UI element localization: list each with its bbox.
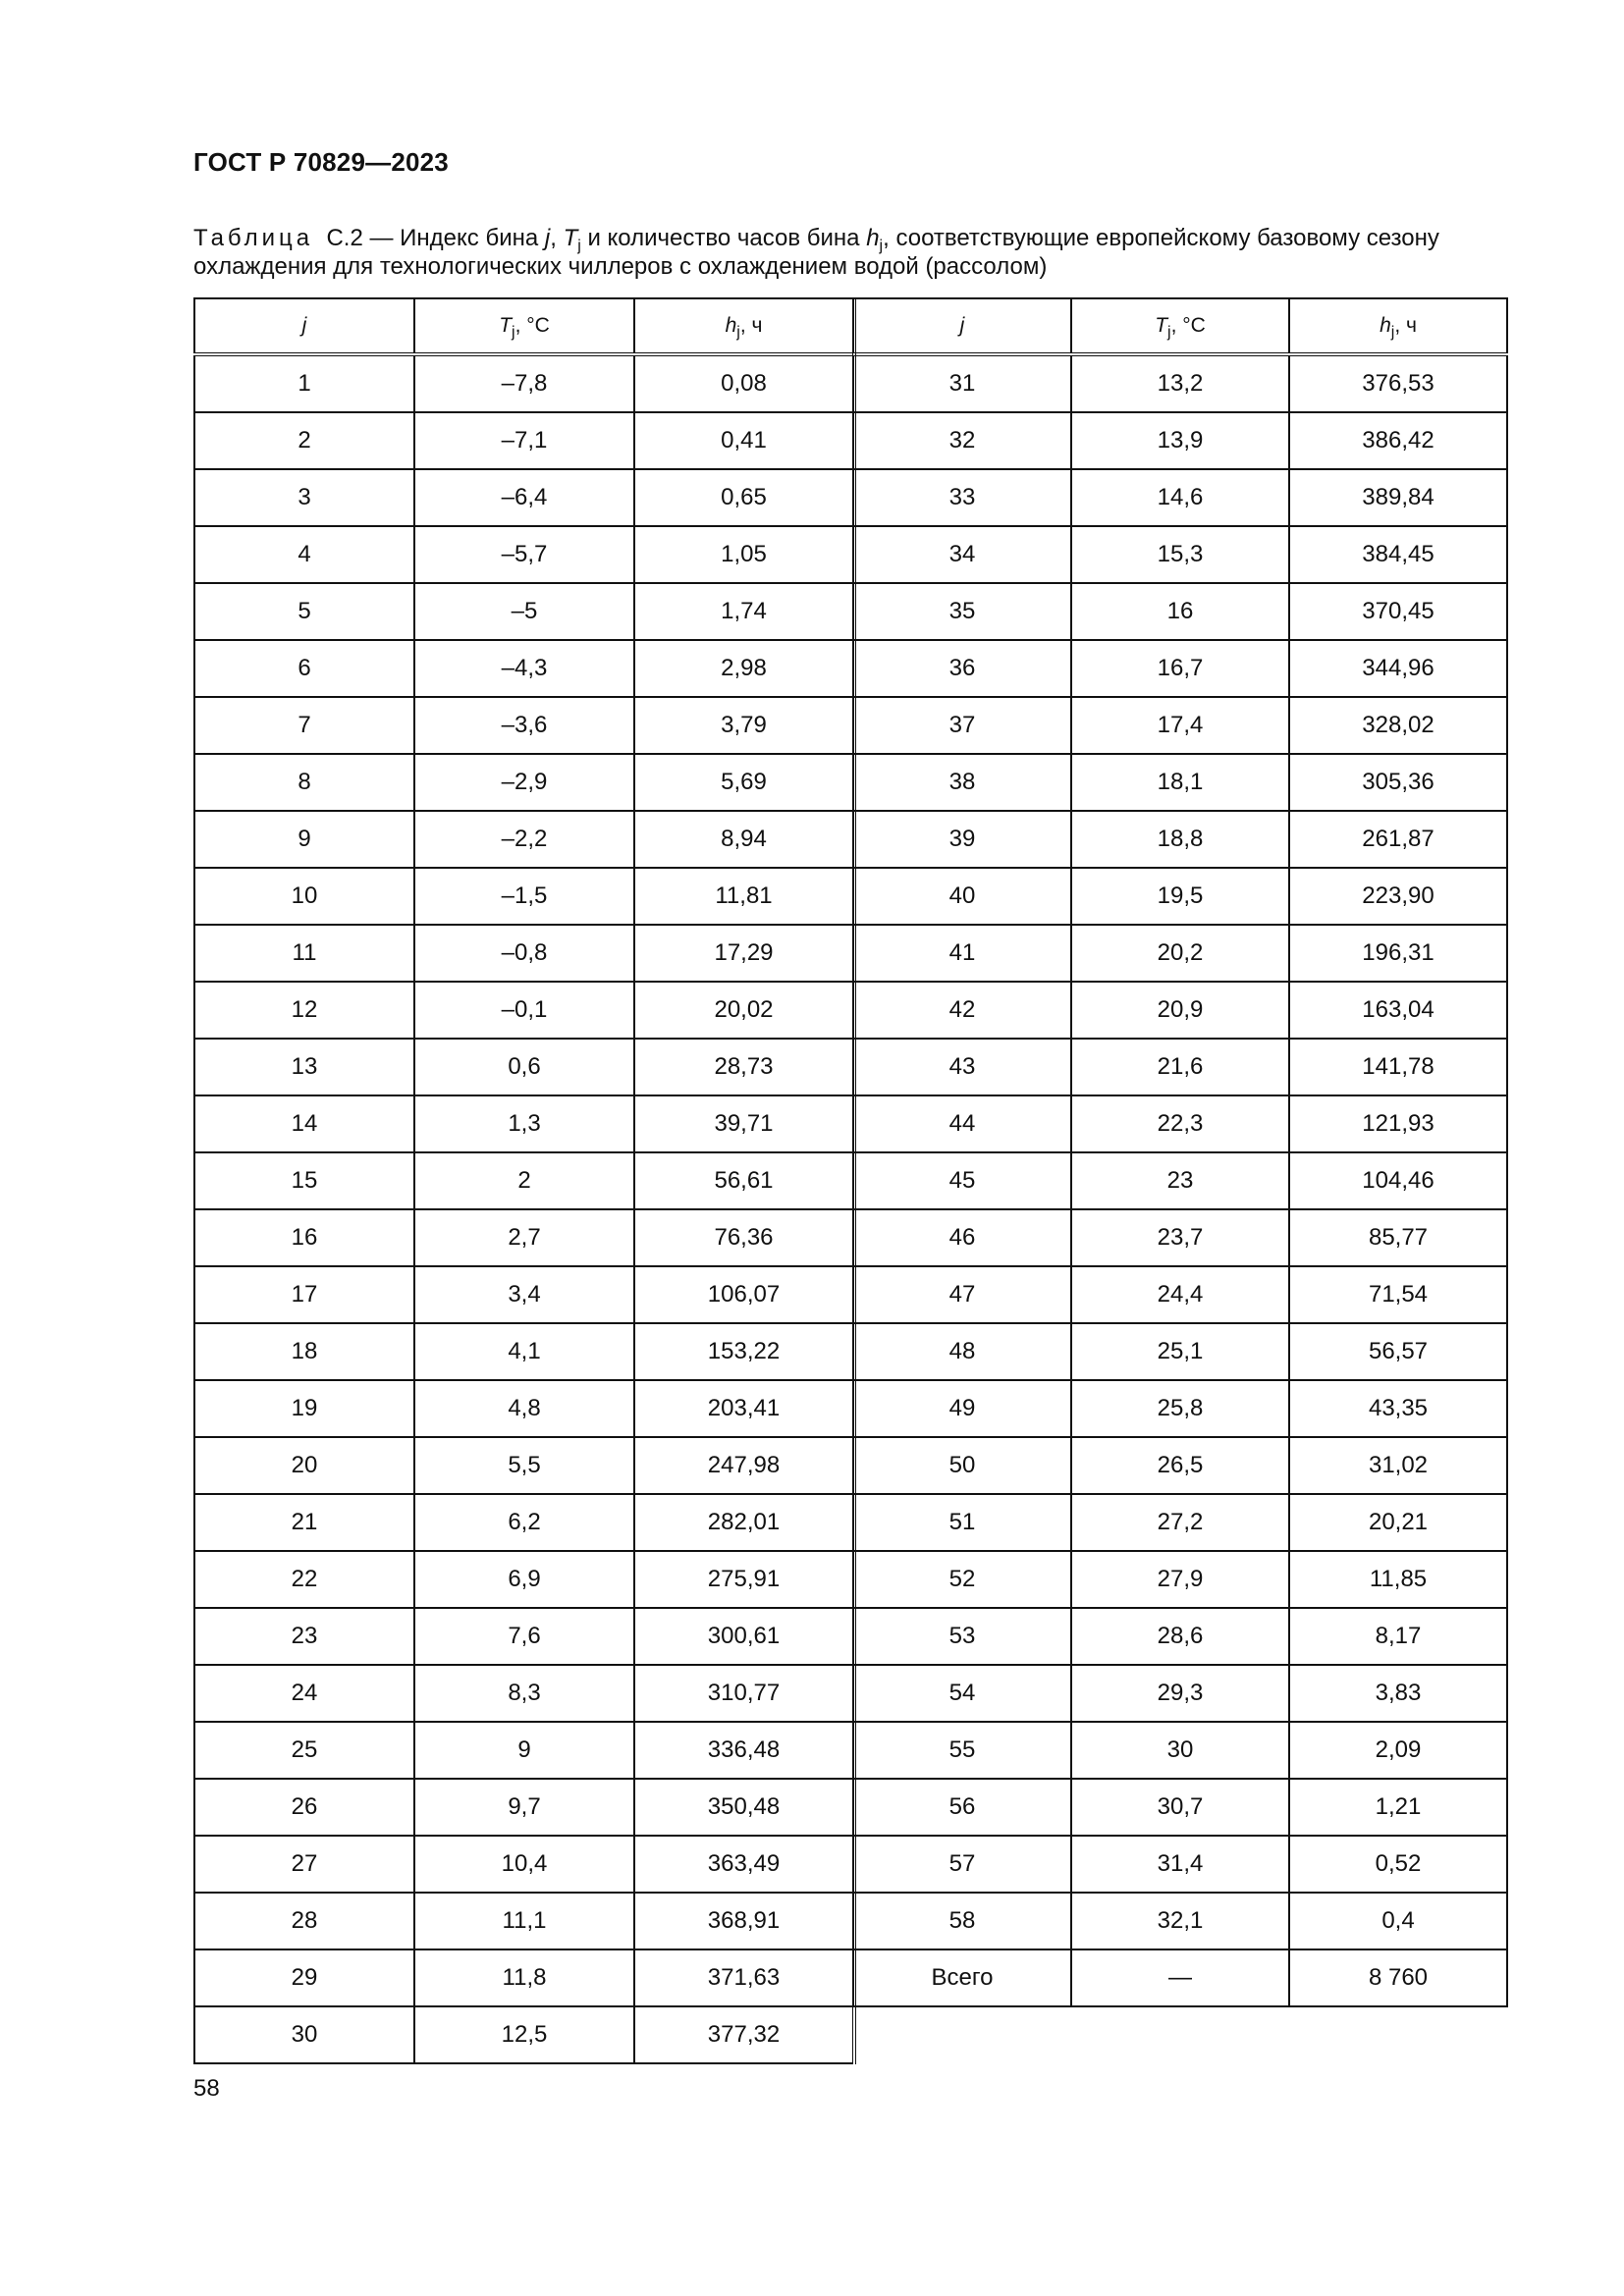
table-row	[194, 982, 854, 1039]
cell-temperature: 4,8	[414, 1380, 634, 1437]
table-row	[194, 583, 854, 640]
cell-temperature: 18,8	[1071, 811, 1289, 868]
table-row	[194, 1836, 854, 1893]
table-row	[853, 412, 1507, 469]
table-row	[194, 697, 854, 754]
cell-hours: 141,78	[1289, 1039, 1507, 1095]
header-t-sub: j	[512, 324, 515, 341]
cell-temperature: 11,8	[414, 1949, 634, 2006]
cell-hours: 153,22	[634, 1323, 854, 1380]
cell-bin-index: 19	[194, 1380, 414, 1437]
cell-temperature: 19,5	[1071, 868, 1289, 925]
cell-hours: 389,84	[1289, 469, 1507, 526]
cell-bin-index: 3	[194, 469, 414, 526]
cell-temperature: 13,2	[1071, 354, 1289, 412]
cell-hours: 196,31	[1289, 925, 1507, 982]
cell-hours: 11,81	[634, 868, 854, 925]
table-row	[853, 354, 1507, 412]
cell-hours: 106,07	[634, 1266, 854, 1323]
header-t-var: T	[499, 314, 513, 337]
cell-hours: 8,94	[634, 811, 854, 868]
cell-bin-index: 37	[853, 697, 1071, 754]
caption-sub-h: j	[879, 238, 884, 254]
cell-temperature: 1,3	[414, 1095, 634, 1152]
table-row	[853, 640, 1507, 697]
cell-temperature: 16	[1071, 583, 1289, 640]
cell-hours: 1,05	[634, 526, 854, 583]
cell-bin-index: 11	[194, 925, 414, 982]
cell-temperature: 5,5	[414, 1437, 634, 1494]
cell-bin-index: 43	[853, 1039, 1071, 1095]
header-h-var: h	[725, 314, 737, 337]
cell-bin-index: 54	[853, 1665, 1071, 1722]
cell-hours: 350,48	[634, 1779, 854, 1836]
table-row	[853, 925, 1507, 982]
table-row	[194, 925, 854, 982]
table-row	[853, 1949, 1507, 2006]
cell-bin-index: 18	[194, 1323, 414, 1380]
cell-hours: 0,4	[1289, 1893, 1507, 1949]
table-row	[194, 1152, 854, 1209]
cell-bin-index: 47	[853, 1266, 1071, 1323]
cell-bin-index: 32	[853, 412, 1071, 469]
table-row	[853, 754, 1507, 811]
cell-hours: 71,54	[1289, 1266, 1507, 1323]
cell-hours: 43,35	[1289, 1380, 1507, 1437]
table-row	[853, 1323, 1507, 1380]
cell-temperature: –4,3	[414, 640, 634, 697]
cell-bin-index: 29	[194, 1949, 414, 2006]
header-temperature	[1071, 298, 1289, 354]
table-row	[853, 982, 1507, 1039]
cell-temperature: 30,7	[1071, 1779, 1289, 1836]
cell-bin-index: 28	[194, 1893, 414, 1949]
cell-temperature: —	[1071, 1949, 1289, 2006]
cell-hours: 0,65	[634, 469, 854, 526]
cell-bin-index: 14	[194, 1095, 414, 1152]
cell-hours: 2,98	[634, 640, 854, 697]
cell-bin-index: 39	[853, 811, 1071, 868]
cell-hours: 223,90	[1289, 868, 1507, 925]
cell-temperature: –7,8	[414, 354, 634, 412]
cell-temperature: 16,7	[1071, 640, 1289, 697]
table-row	[853, 526, 1507, 583]
cell-hours: 56,61	[634, 1152, 854, 1209]
cell-temperature: 32,1	[1071, 1893, 1289, 1949]
cell-hours: 28,73	[634, 1039, 854, 1095]
cell-temperature: –3,6	[414, 697, 634, 754]
cell-temperature: 27,9	[1071, 1551, 1289, 1608]
caption-label: Таблица	[193, 225, 314, 251]
cell-temperature: 26,5	[1071, 1437, 1289, 1494]
cell-bin-index: 53	[853, 1608, 1071, 1665]
cell-hours: 20,21	[1289, 1494, 1507, 1551]
cell-temperature: 23,7	[1071, 1209, 1289, 1266]
table-row	[194, 1266, 854, 1323]
cell-temperature: 9,7	[414, 1779, 634, 1836]
cell-temperature: 25,1	[1071, 1323, 1289, 1380]
header-j-text: j	[959, 314, 965, 337]
cell-hours: 3,83	[1289, 1665, 1507, 1722]
table-row	[853, 1893, 1507, 1949]
cell-hours: 0,08	[634, 354, 854, 412]
header-h-sub: j	[1390, 324, 1395, 341]
cell-temperature: 29,3	[1071, 1665, 1289, 1722]
table-row	[194, 640, 854, 697]
bin-table-right	[852, 297, 1508, 2007]
cell-bin-index: 44	[853, 1095, 1071, 1152]
table-row	[194, 354, 854, 412]
header-j	[194, 298, 414, 354]
cell-bin-index: 15	[194, 1152, 414, 1209]
page-number: 58	[193, 2075, 220, 2102]
table-row	[194, 1665, 854, 1722]
cell-temperature: 18,1	[1071, 754, 1289, 811]
cell-hours: 163,04	[1289, 982, 1507, 1039]
caption-var-j: j	[544, 225, 551, 251]
cell-bin-index: 45	[853, 1152, 1071, 1209]
cell-hours: 0,41	[634, 412, 854, 469]
cell-temperature: –5	[414, 583, 634, 640]
cell-bin-index: 35	[853, 583, 1071, 640]
table-row	[194, 469, 854, 526]
cell-temperature: 6,2	[414, 1494, 634, 1551]
cell-bin-index: 6	[194, 640, 414, 697]
header-t-unit: , °С	[514, 314, 550, 337]
cell-temperature: –0,8	[414, 925, 634, 982]
table-row	[853, 1039, 1507, 1095]
cell-hours: 370,45	[1289, 583, 1507, 640]
cell-hours: 310,77	[634, 1665, 854, 1722]
cell-bin-index: 27	[194, 1836, 414, 1893]
cell-temperature: 28,6	[1071, 1608, 1289, 1665]
table-body-right	[853, 354, 1507, 2006]
table-row	[194, 811, 854, 868]
cell-bin-index: 16	[194, 1209, 414, 1266]
caption-var-h: h	[866, 225, 880, 251]
table-row	[194, 754, 854, 811]
cell-bin-index: 56	[853, 1779, 1071, 1836]
cell-bin-index: 20	[194, 1437, 414, 1494]
cell-bin-index: 42	[853, 982, 1071, 1039]
table-row	[194, 1494, 854, 1551]
table-row	[853, 1551, 1507, 1608]
caption-number: С.2	[326, 225, 363, 251]
cell-temperature: 24,4	[1071, 1266, 1289, 1323]
cell-temperature: 6,9	[414, 1551, 634, 1608]
cell-hours: 3,79	[634, 697, 854, 754]
cell-bin-index: 30	[194, 2006, 414, 2063]
header-h-unit: , ч	[739, 314, 763, 337]
cell-bin-index: 38	[853, 754, 1071, 811]
cell-temperature: –6,4	[414, 469, 634, 526]
table-row	[194, 1722, 854, 1779]
cell-bin-index: 52	[853, 1551, 1071, 1608]
header-h-sub: j	[736, 324, 740, 341]
table-row	[853, 1266, 1507, 1323]
cell-temperature: 12,5	[414, 2006, 634, 2063]
cell-bin-index: 7	[194, 697, 414, 754]
cell-bin-index: 41	[853, 925, 1071, 982]
cell-hours: 56,57	[1289, 1323, 1507, 1380]
cell-hours: 76,36	[634, 1209, 854, 1266]
cell-temperature: 27,2	[1071, 1494, 1289, 1551]
cell-hours: 344,96	[1289, 640, 1507, 697]
table-row	[853, 1095, 1507, 1152]
header-temperature	[414, 298, 634, 354]
cell-temperature: 13,9	[1071, 412, 1289, 469]
cell-bin-index: 4	[194, 526, 414, 583]
cell-temperature: 31,4	[1071, 1836, 1289, 1893]
cell-bin-index: 57	[853, 1836, 1071, 1893]
header-h-var: h	[1380, 314, 1391, 337]
table-row	[194, 1608, 854, 1665]
table-row	[853, 1608, 1507, 1665]
cell-hours: 2,09	[1289, 1722, 1507, 1779]
table-row	[853, 1380, 1507, 1437]
table-row	[853, 1722, 1507, 1779]
table-row	[853, 868, 1507, 925]
cell-temperature: 15,3	[1071, 526, 1289, 583]
cell-hours: 17,29	[634, 925, 854, 982]
cell-bin-index: 26	[194, 1779, 414, 1836]
caption-var-t: T	[563, 225, 578, 251]
table-row	[853, 1437, 1507, 1494]
table-header-row	[194, 298, 854, 354]
cell-temperature: 17,4	[1071, 697, 1289, 754]
table-row	[853, 811, 1507, 868]
table-row	[194, 1095, 854, 1152]
caption-text-2: и количество часов бина	[580, 225, 867, 251]
cell-temperature: 9	[414, 1722, 634, 1779]
table-body-left	[194, 354, 854, 2063]
cell-hours: 20,02	[634, 982, 854, 1039]
table-row	[194, 1779, 854, 1836]
caption-comma: ,	[550, 225, 564, 251]
cell-hours: 11,85	[1289, 1551, 1507, 1608]
cell-temperature: 14,6	[1071, 469, 1289, 526]
cell-bin-index: 1	[194, 354, 414, 412]
cell-bin-index: 58	[853, 1893, 1071, 1949]
cell-temperature: 2,7	[414, 1209, 634, 1266]
cell-hours: 363,49	[634, 1836, 854, 1893]
table-row	[853, 697, 1507, 754]
cell-temperature: –1,5	[414, 868, 634, 925]
cell-bin-index: Всего	[853, 1949, 1071, 2006]
cell-temperature: 4,1	[414, 1323, 634, 1380]
cell-temperature: –2,2	[414, 811, 634, 868]
cell-temperature: 11,1	[414, 1893, 634, 1949]
cell-temperature: –0,1	[414, 982, 634, 1039]
table-row	[194, 1893, 854, 1949]
header-t-var: T	[1155, 314, 1168, 337]
header-t-unit: , °С	[1170, 314, 1206, 337]
table-row	[194, 1437, 854, 1494]
caption-text-1: — Индекс бина	[362, 225, 545, 251]
cell-temperature: 20,2	[1071, 925, 1289, 982]
table-row	[194, 412, 854, 469]
cell-bin-index: 8	[194, 754, 414, 811]
table-row	[853, 469, 1507, 526]
cell-bin-index: 31	[853, 354, 1071, 412]
cell-temperature: 22,3	[1071, 1095, 1289, 1152]
cell-bin-index: 23	[194, 1608, 414, 1665]
cell-temperature: 21,6	[1071, 1039, 1289, 1095]
cell-hours: 386,42	[1289, 412, 1507, 469]
cell-hours: 39,71	[634, 1095, 854, 1152]
cell-bin-index: 40	[853, 868, 1071, 925]
table-row	[194, 868, 854, 925]
bin-table-left	[193, 297, 856, 2064]
cell-temperature: 23	[1071, 1152, 1289, 1209]
table-row	[853, 1836, 1507, 1893]
table-row	[853, 1779, 1507, 1836]
cell-bin-index: 49	[853, 1380, 1071, 1437]
cell-bin-index: 22	[194, 1551, 414, 1608]
cell-temperature: 3,4	[414, 1266, 634, 1323]
caption-text-3: , соответствующие европейскому базовому сезону охлаждения для технологических чиллеров с охлаждением водой (рассолом)	[193, 225, 1439, 280]
document-id: ГОСТ Р 70829—2023	[193, 147, 449, 177]
cell-bin-index: 51	[853, 1494, 1071, 1551]
cell-hours: 368,91	[634, 1893, 854, 1949]
cell-bin-index: 2	[194, 412, 414, 469]
table-row	[194, 2006, 854, 2063]
cell-bin-index: 24	[194, 1665, 414, 1722]
cell-hours: 31,02	[1289, 1437, 1507, 1494]
cell-hours: 377,32	[634, 2006, 854, 2063]
cell-hours: 0,52	[1289, 1836, 1507, 1893]
cell-temperature: –2,9	[414, 754, 634, 811]
cell-temperature: 0,6	[414, 1039, 634, 1095]
table-row	[194, 1039, 854, 1095]
cell-bin-index: 36	[853, 640, 1071, 697]
table-row	[853, 583, 1507, 640]
cell-bin-index: 34	[853, 526, 1071, 583]
cell-temperature: 25,8	[1071, 1380, 1289, 1437]
cell-hours: 1,21	[1289, 1779, 1507, 1836]
cell-hours: 1,74	[634, 583, 854, 640]
cell-bin-index: 25	[194, 1722, 414, 1779]
header-hours	[634, 298, 854, 354]
cell-hours: 261,87	[1289, 811, 1507, 868]
cell-bin-index: 13	[194, 1039, 414, 1095]
cell-hours: 336,48	[634, 1722, 854, 1779]
cell-hours: 384,45	[1289, 526, 1507, 583]
table-row	[194, 526, 854, 583]
cell-temperature: 10,4	[414, 1836, 634, 1893]
cell-bin-index: 55	[853, 1722, 1071, 1779]
cell-bin-index: 5	[194, 583, 414, 640]
table-row	[194, 1380, 854, 1437]
cell-hours: 275,91	[634, 1551, 854, 1608]
cell-bin-index: 12	[194, 982, 414, 1039]
table-row	[853, 1665, 1507, 1722]
cell-bin-index: 17	[194, 1266, 414, 1323]
cell-bin-index: 50	[853, 1437, 1071, 1494]
table-row	[194, 1949, 854, 2006]
header-j-text: j	[301, 314, 307, 337]
cell-hours: 8,17	[1289, 1608, 1507, 1665]
header-h-unit: , ч	[1394, 314, 1417, 337]
cell-temperature: 8,3	[414, 1665, 634, 1722]
header-t-sub: j	[1167, 324, 1171, 341]
header-hours	[1289, 298, 1507, 354]
cell-temperature: 30	[1071, 1722, 1289, 1779]
cell-hours: 305,36	[1289, 754, 1507, 811]
cell-temperature: –7,1	[414, 412, 634, 469]
cell-bin-index: 10	[194, 868, 414, 925]
cell-bin-index: 9	[194, 811, 414, 868]
cell-hours: 376,53	[1289, 354, 1507, 412]
cell-temperature: 20,9	[1071, 982, 1289, 1039]
cell-hours: 247,98	[634, 1437, 854, 1494]
cell-hours: 104,46	[1289, 1152, 1507, 1209]
cell-bin-index: 33	[853, 469, 1071, 526]
cell-bin-index: 46	[853, 1209, 1071, 1266]
table-header-row	[853, 298, 1507, 354]
cell-temperature: –5,7	[414, 526, 634, 583]
cell-temperature: 7,6	[414, 1608, 634, 1665]
cell-hours: 8 760	[1289, 1949, 1507, 2006]
cell-bin-index: 48	[853, 1323, 1071, 1380]
table-row	[194, 1551, 854, 1608]
table-row	[853, 1494, 1507, 1551]
table-row	[853, 1209, 1507, 1266]
cell-temperature: 2	[414, 1152, 634, 1209]
caption-sub-t: j	[577, 238, 581, 254]
cell-hours: 203,41	[634, 1380, 854, 1437]
header-j	[853, 298, 1071, 354]
cell-hours: 5,69	[634, 754, 854, 811]
cell-hours: 300,61	[634, 1608, 854, 1665]
cell-hours: 282,01	[634, 1494, 854, 1551]
cell-hours: 85,77	[1289, 1209, 1507, 1266]
cell-bin-index: 21	[194, 1494, 414, 1551]
table-row	[194, 1209, 854, 1266]
cell-hours: 328,02	[1289, 697, 1507, 754]
table-caption	[193, 224, 1509, 281]
table-row	[853, 1152, 1507, 1209]
cell-hours: 121,93	[1289, 1095, 1507, 1152]
cell-hours: 371,63	[634, 1949, 854, 2006]
table-row	[194, 1323, 854, 1380]
